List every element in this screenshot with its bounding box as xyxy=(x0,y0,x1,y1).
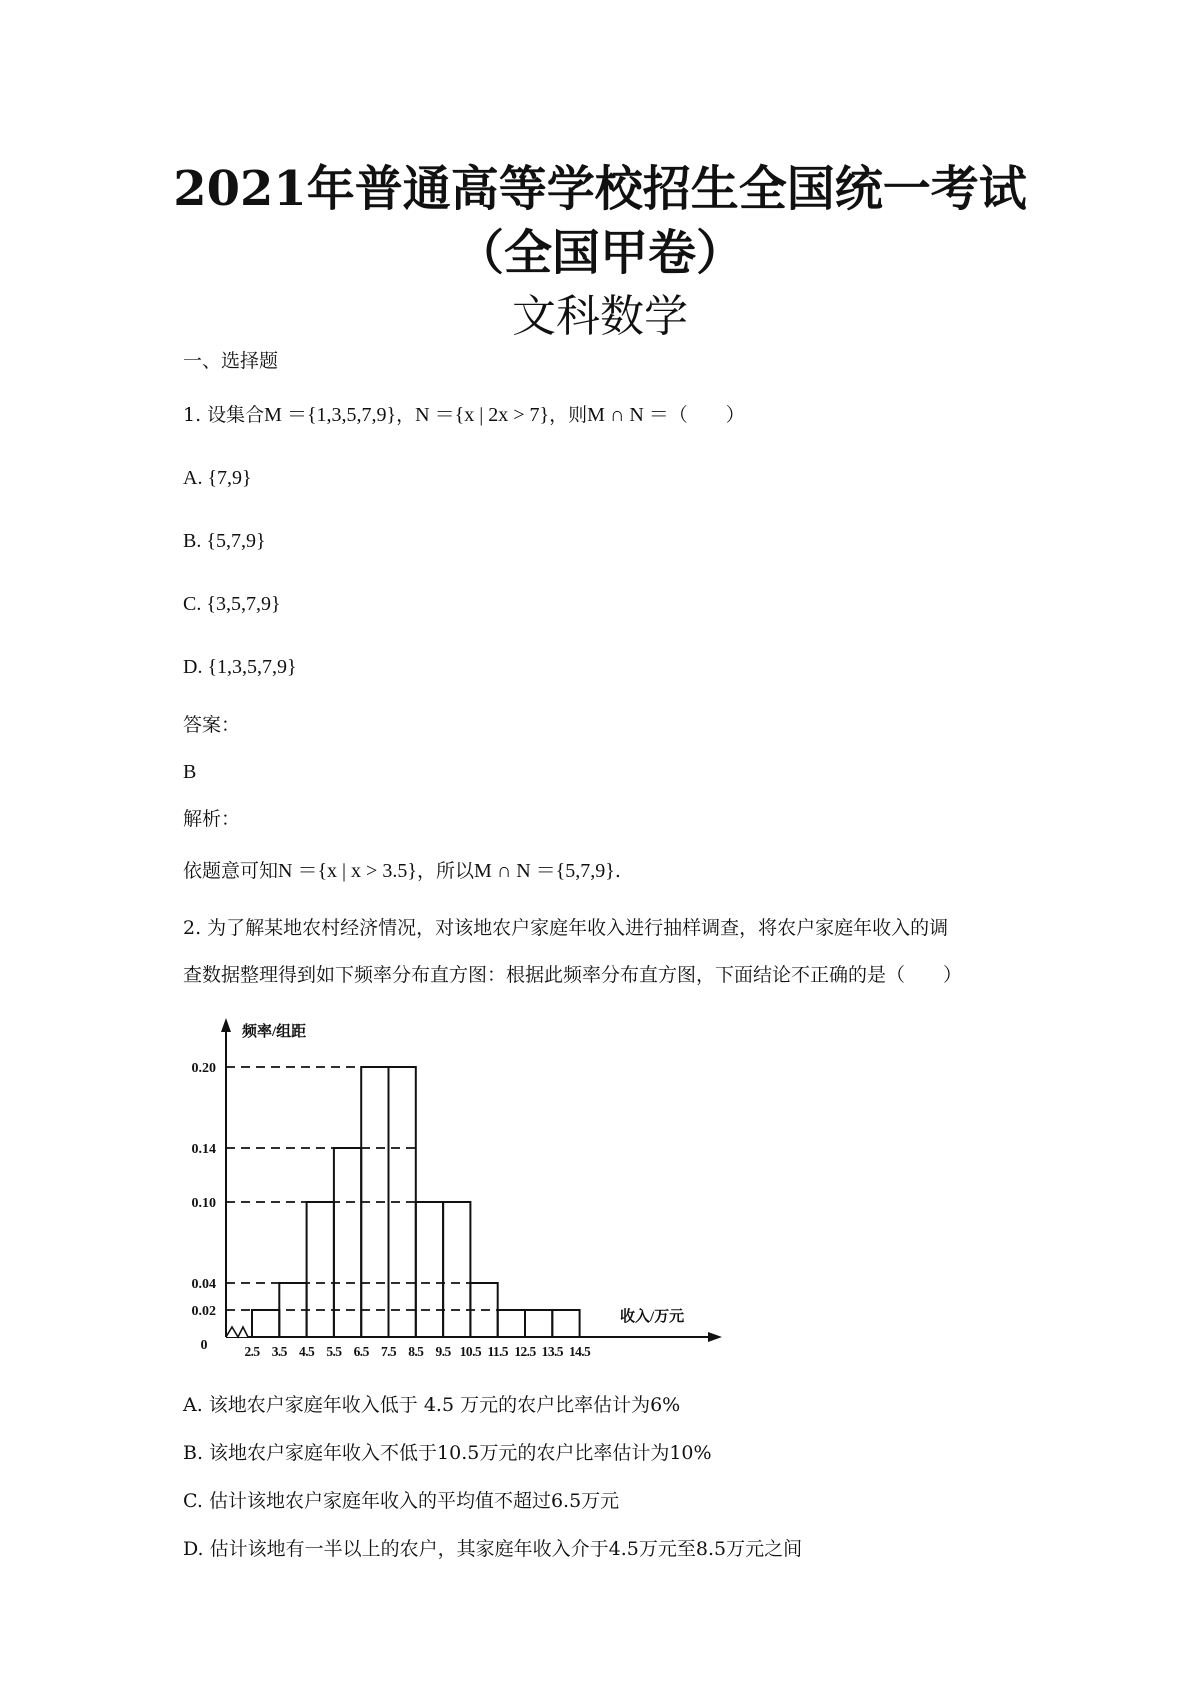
q2-option-c: C. 估计该地农户家庭年收入的平均值不超过6.5万元 xyxy=(183,1490,620,1512)
histogram-bar xyxy=(334,1148,361,1337)
histogram-axes xyxy=(221,1018,722,1342)
q1-answer: B xyxy=(183,761,197,783)
q1-option-c: C. {3,5,7,9} xyxy=(183,593,281,615)
x-tick-label: 5.5 xyxy=(326,1344,342,1359)
y-axis-arrow xyxy=(221,1018,231,1032)
y-tick-label: 0.10 xyxy=(191,1196,216,1211)
x-axis-arrow xyxy=(708,1332,722,1342)
x-tick-label: 9.5 xyxy=(435,1344,451,1359)
q1-answer-label: 答案： xyxy=(183,714,241,736)
section-title: 一、选择题 xyxy=(183,350,279,372)
q2-option-a: A. 该地农户家庭年收入低于 4.5 万元的农户比率估计为6% xyxy=(183,1394,681,1416)
histogram-bar xyxy=(307,1202,334,1337)
histogram-bar xyxy=(443,1202,470,1337)
histogram-bar xyxy=(498,1310,525,1337)
x-tick-label: 2.5 xyxy=(244,1344,260,1359)
x-tick-label: 14.5 xyxy=(568,1344,591,1359)
q1-analysis-prefix: 依题意可知 xyxy=(183,860,279,882)
histogram-labels xyxy=(192,1022,685,1359)
q2-option-b: B. 该地农户家庭年收入不低于10.5万元的农户比率估计为10% xyxy=(183,1442,712,1464)
y-tick-label: 0.04 xyxy=(191,1277,216,1292)
q1-analysis-end: . xyxy=(614,860,621,882)
x-tick-label: 4.5 xyxy=(299,1344,315,1359)
exam-title-line1: 2021年普通高等学校招生全国统一考试 xyxy=(173,161,1027,217)
x-axis-title: 收入/万元 xyxy=(620,1309,685,1325)
q1-stem-n-set: N ＝{x | 2x > 7} xyxy=(415,404,550,426)
frequency-histogram xyxy=(178,1012,738,1367)
exam-title-line2: （全国甲卷） xyxy=(455,225,744,281)
x-tick-label: 8.5 xyxy=(408,1344,424,1359)
x-tick-label: 12.5 xyxy=(514,1344,536,1359)
exam-subject: 文科数学 xyxy=(512,291,688,342)
x-tick-label: 7.5 xyxy=(380,1344,397,1359)
q1-option-a: A. {7,9} xyxy=(183,467,252,489)
q1-analysis-result: M ∩ N ＝{5,7,9} xyxy=(473,860,615,882)
q2-stem-line1: 2. 为了解某地农村经济情况，对该地农户家庭年收入进行抽样调查，将农户家庭年收入的调 xyxy=(183,917,949,939)
x-tick-label: 10.5 xyxy=(459,1344,482,1359)
x-tick-label: 13.5 xyxy=(541,1344,563,1359)
x-tick-label: 3.5 xyxy=(271,1344,287,1359)
q1-option-d: D. {1,3,5,7,9} xyxy=(183,656,297,678)
y-tick-label: 0.02 xyxy=(191,1304,216,1319)
histogram-bar xyxy=(525,1310,552,1337)
histogram-bar xyxy=(252,1310,279,1337)
y-tick-label: 0.20 xyxy=(191,1061,216,1076)
q1-stem-prefix: 1. 设集合 xyxy=(183,404,265,426)
q2-stem-line2: 查数据整理得到如下频率分布直方图：根据此频率分布直方图，下面结论不正确的是（ ） xyxy=(183,964,963,986)
q2-option-d: D. 估计该地有一半以上的农户，其家庭年收入介于4.5万元至8.5万元之间 xyxy=(183,1538,803,1560)
q1-stem-m-set: M ＝{1,3,5,7,9} xyxy=(264,404,397,426)
q1-analysis xyxy=(183,858,621,884)
x-tick-label: 11.5 xyxy=(487,1344,508,1359)
histogram-dashed-guides xyxy=(226,1067,580,1310)
y-tick-label: 0.14 xyxy=(191,1142,216,1157)
q1-analysis-so: ，所以 xyxy=(416,860,474,882)
origin-label: 0 xyxy=(200,1338,208,1353)
axis-break-zigzag xyxy=(226,1327,248,1337)
q1-stem-expr: M ∩ N ＝ xyxy=(587,404,669,426)
q1-analysis-label: 解析： xyxy=(183,808,241,830)
y-axis-title: 频率/组距 xyxy=(242,1024,307,1040)
q1-stem-then: ，则 xyxy=(549,404,588,426)
x-tick-label: 6.5 xyxy=(353,1344,369,1359)
q1-stem-paren: （ ） xyxy=(668,404,745,426)
q1-stem-sep: ， xyxy=(396,404,416,426)
q1-option-b: B. {5,7,9} xyxy=(183,530,266,552)
histogram-bar xyxy=(416,1202,443,1337)
histogram-bar xyxy=(552,1310,579,1337)
q1-analysis-n: N ＝{x | x > 3.5} xyxy=(278,860,417,882)
q1-stem xyxy=(183,402,745,428)
